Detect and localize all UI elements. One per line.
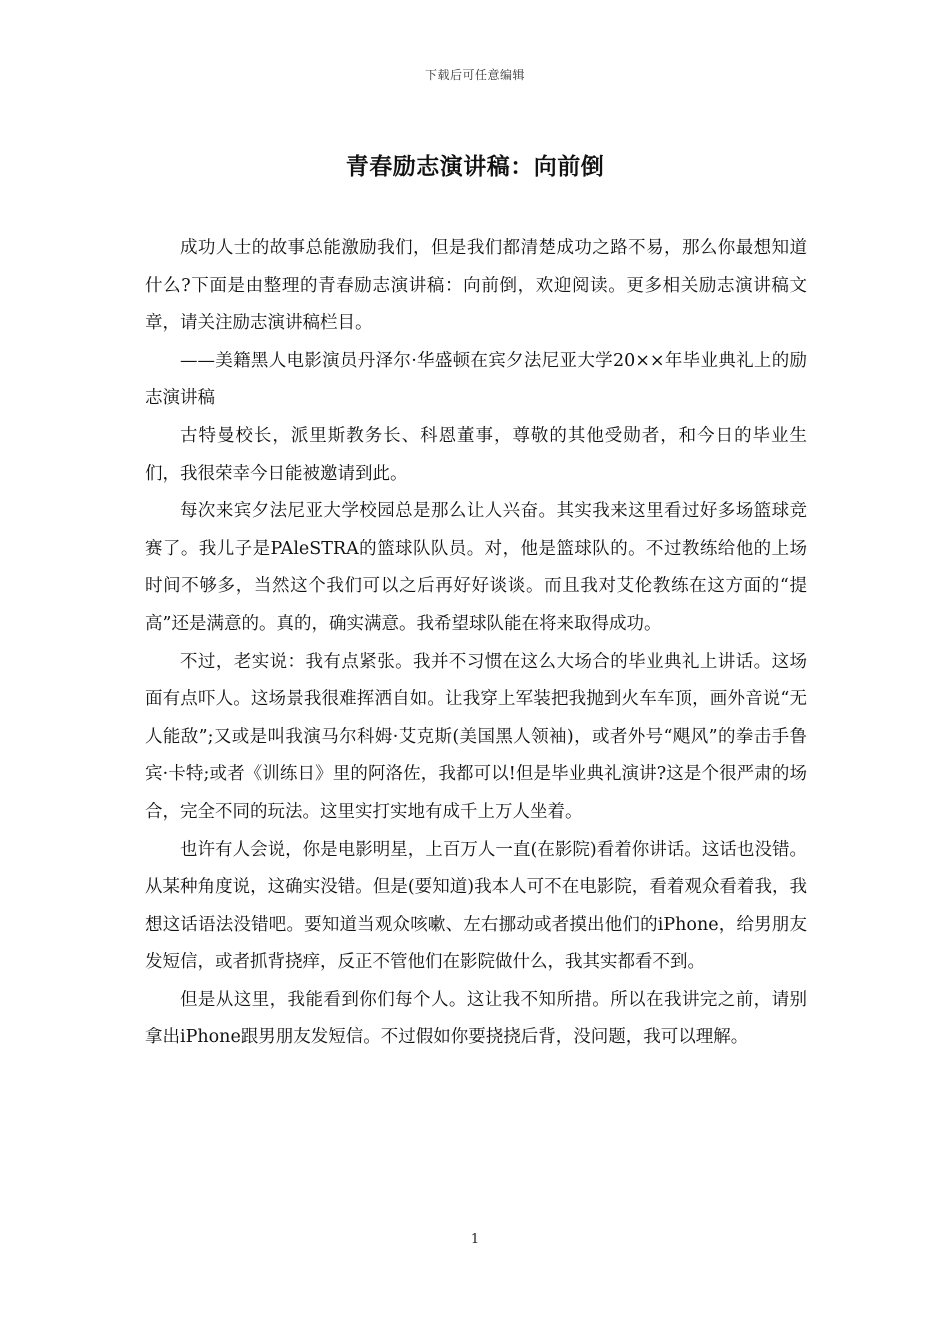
- paragraph: 每次来宾夕法尼亚大学校园总是那么让人兴奋。其实我来这里看过好多场篮球竞赛了。我儿子是PAleSTRA的篮球队队员。对，他是篮球队的。不过教练给他的上场时间不够多，当然这个我们可以之后再好好谈谈。而且我对艾伦教练在这方面的“提高”还是满意的。真的，确实满意。我希望球队能在将来取得成功。: [145, 501, 807, 634]
- body-text: [145, 230, 807, 1057]
- paragraph: ——美籍黑人电影演员丹泽尔·华盛顿在宾夕法尼亚大学20××年毕业典礼上的励志演讲稿: [145, 350, 807, 409]
- page-number: 1: [470, 1232, 480, 1247]
- header-note: 下载后可任意编辑: [424, 68, 525, 82]
- paragraph: 不过，老实说：我有点紧张。我并不习惯在这么大场合的毕业典礼上讲话。这场面有点吓人。这场景我很难挥洒自如。让我穿上军装把我抛到火车车顶，画外音说“无人能敌”;又或是叫我演马尔科姆·艾克斯(美国黑人领袖)，或者外号“飓风”的拳击手鲁宾·卡特;或者《训练日》里的阿洛佐，我都可以!但是毕业典礼演讲?这是个很严肃的场合，完全不同的玩法。这里实打实地有成千上万人坐着。: [145, 651, 807, 822]
- paragraph: 也许有人会说，你是电影明星，上百万人一直(在影院)看着你讲话。这话也没错。从某种角度说，这确实没错。但是(要知道)我本人可不在电影院，看着观众看着我，我想这话语法没错吧。要知道当观众咳嗽、左右挪动或者摸出他们的iPhone，给男朋友发短信，或者抓背挠痒，反正不管他们在影院做什么，我其实都看不到。: [145, 839, 807, 973]
- paragraph: 成功人士的故事总能激励我们，但是我们都清楚成功之路不易，那么你最想知道什么?下面是由整理的青春励志演讲稿：向前倒，欢迎阅读。更多相关励志演讲稿文章，请关注励志演讲稿栏目。: [145, 238, 807, 334]
- paragraph: 古特曼校长，派里斯教务长、科恩董事，尊敬的其他受勋者，和今日的毕业生们，我很荣幸今日能被邀请到此。: [145, 425, 807, 484]
- paragraph: 但是从这里，我能看到你们每个人。这让我不知所措。所以在我讲完之前，请别拿出iPhone跟男朋友发短信。不过假如你要挠挠后背，没问题，我可以理解。: [145, 989, 807, 1048]
- page-title: 青春励志演讲稿：向前倒: [345, 153, 605, 180]
